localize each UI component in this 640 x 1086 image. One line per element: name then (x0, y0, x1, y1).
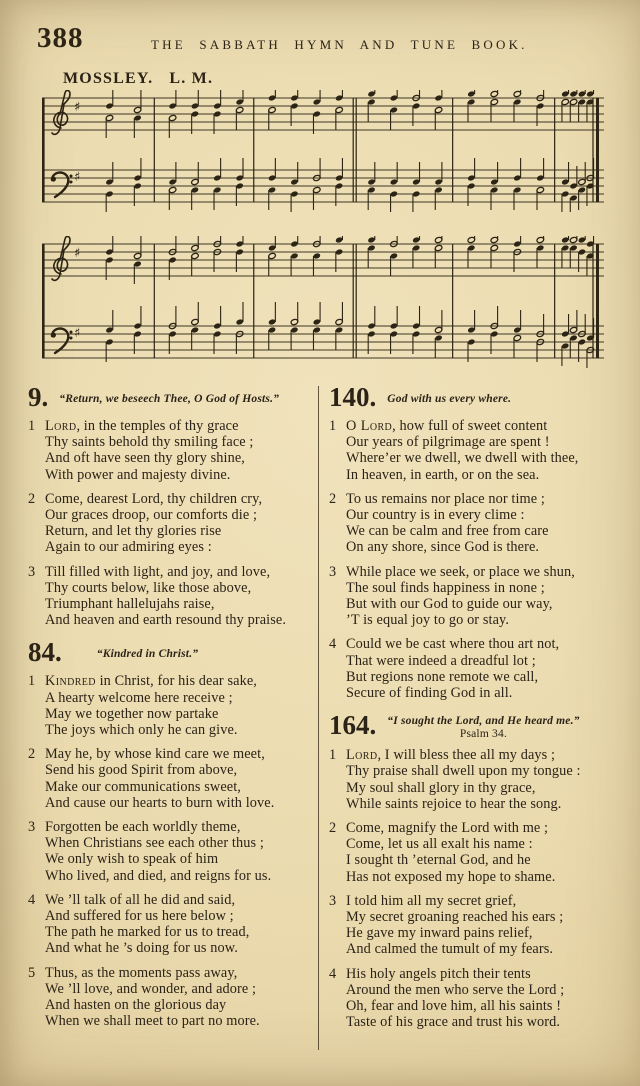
treble-clef-icon (52, 90, 70, 134)
sharp-sign: ♯ (74, 246, 81, 261)
verse (329, 747, 614, 812)
verse-line: Send his good Spirit from above, (45, 762, 238, 779)
verse-lines (45, 819, 313, 884)
verse (329, 966, 614, 1031)
verse-number: 2 (28, 490, 36, 507)
page-number: 388 (37, 22, 84, 54)
hymn-heading (329, 384, 614, 411)
verse-line: Again to our admiring eyes : (45, 539, 212, 556)
hymn-heading (329, 712, 614, 740)
verse-line: May he, by whose kind care we meet, (45, 746, 265, 763)
verse-line: Our years of pilgrimage are spent ! (346, 434, 550, 451)
hymn-number: 9. (28, 382, 49, 412)
verse-number: 1 (28, 418, 36, 434)
verse-line: And cause our hearts to burn with love. (45, 794, 275, 811)
verse-lines (45, 491, 313, 556)
hymn-heading (28, 384, 313, 411)
treble-clef-icon (52, 236, 70, 280)
hymn-quote (97, 639, 198, 660)
verse-line: I sought th ’eternal God, and he (346, 852, 531, 869)
verse-number: 4 (28, 891, 36, 908)
verse-line: Thy saints behold thy smiling face ; (45, 434, 254, 451)
verse-number: 4 (329, 965, 337, 982)
hymn-column-right (329, 384, 614, 1042)
bass-clef-icon (51, 173, 73, 197)
verse-line: I told him all my secret grief, (346, 892, 517, 909)
verse-line: We only wish to speak of him (45, 851, 219, 868)
verse-lines (346, 564, 614, 629)
verse-line: We can be calm and free from care (346, 523, 549, 540)
hymn-quote (387, 712, 579, 740)
verse-line: Taste of his grace and trust his word. (346, 1014, 561, 1031)
verse-line: Lord, I will bless thee all my days ; (346, 747, 556, 764)
verse-line: Thy courts below, like those above, (45, 579, 252, 596)
verse-line: And what he ’s doing for us now. (45, 940, 238, 957)
verse-line: Make our communications sweet, (45, 778, 241, 795)
verse-line: Could we be cast where thou art not, (346, 636, 560, 653)
hymn-number: 84. (28, 637, 62, 668)
sharp-sign: ♯ (74, 326, 81, 341)
hymn-quote-text: “I sought the Lord, and He heard me.” (387, 715, 580, 728)
verse-lines (346, 636, 614, 701)
hymn-quote (59, 384, 279, 405)
smallcaps-lead: Kindred (45, 673, 96, 690)
verse (28, 418, 313, 483)
bass-clef-icon (51, 329, 73, 353)
verse-line: We ’ll talk of all he did and said, (45, 891, 236, 908)
verse-line: While saints rejoice to hear the song. (346, 795, 562, 812)
verse-line: Till filled with light, and joy, and love, (45, 563, 271, 580)
verse-line: While place we seek, or place we shun, (346, 563, 575, 580)
verse-line: A hearty welcome here receive ; (45, 689, 233, 706)
verse-number: 4 (329, 636, 337, 653)
hymn-block (28, 384, 313, 628)
verse-lines (45, 564, 313, 629)
verse (28, 564, 313, 629)
hymn-quote-text: “Return, we beseech Thee, O God of Hosts.” (59, 393, 280, 405)
verse-line: The joys which only he can give. (45, 722, 238, 739)
verse-lines (346, 418, 614, 483)
verse-lines (45, 418, 313, 483)
verse-line: May we together now partake (45, 705, 219, 722)
verse-line: When we shall meet to part no more. (45, 1013, 260, 1030)
verse-line: Has not exposed my hope to shame. (346, 868, 556, 885)
verse-line: But regions none remote we call, (346, 668, 539, 685)
verse (329, 418, 614, 483)
verse-line: Where’er we dwell, we dwell with thee, (346, 450, 579, 467)
verse (329, 893, 614, 958)
verse-line: And calmed the tumult of my fears. (346, 941, 554, 958)
verse-number: 5 (28, 964, 36, 981)
hymn-block (28, 639, 313, 1029)
verse-line: Thus, as the moments pass away, (45, 964, 238, 981)
verse-number: 2 (28, 746, 36, 763)
verse-lines (45, 746, 313, 811)
verse (28, 491, 313, 556)
verse-line: When Christians see each other thus ; (45, 835, 264, 852)
verse (329, 491, 614, 556)
verse-line: That were indeed a dreadful lot ; (346, 652, 536, 669)
verse-line: Come, magnify the Lord with me ; (346, 820, 549, 837)
verse-line: We ’ll love, and wonder, and adore ; (45, 980, 257, 997)
verse-line: In heaven, in earth, or on the sea. (346, 466, 540, 483)
verse (28, 819, 313, 884)
verse-number: 1 (28, 673, 36, 690)
verse-number: 3 (329, 892, 337, 909)
verse-line: Come, let us all exalt his name : (346, 836, 533, 853)
verse-line: Secure of finding God in all. (346, 685, 513, 702)
verse-lines (45, 892, 313, 957)
verse-line: Oh, fear and love him, all his saints ! (346, 998, 562, 1015)
verse-line: The soul finds happiness in none ; (346, 579, 545, 596)
hymn-quote (387, 384, 511, 405)
verse-number: 1 (329, 418, 337, 434)
verse-number: 3 (28, 563, 36, 580)
smallcaps-lead: O Lord (346, 418, 393, 434)
hymn-block (329, 712, 614, 1030)
hymn-quote-source: Psalm 34. (459, 728, 508, 741)
verse-line: And hasten on the glorious day (45, 997, 227, 1014)
verse (28, 746, 313, 811)
tune-title (63, 70, 213, 88)
verse-line: ’T is equal joy to go or stay. (346, 612, 510, 629)
verse-line: To us remains nor place nor time ; (346, 490, 545, 507)
hymn-number: 164. (329, 710, 377, 741)
tune-name: MOSSLEY. (63, 70, 154, 87)
verse-line: Kindred in Christ, for his dear sake, (45, 673, 257, 690)
verse-line: Lord, in the temples of thy grace (45, 418, 239, 434)
verse-number: 2 (329, 820, 337, 837)
smallcaps-lead: Lord (346, 747, 378, 764)
verse-line: O Lord, how full of sweet content (346, 418, 548, 434)
verse-line: My soul shall glory in thy grace, (346, 779, 536, 796)
hymn-block (329, 384, 614, 701)
sharp-sign: ♯ (74, 170, 81, 185)
verse (329, 564, 614, 629)
verse-line: Our graces droop, our comforts die ; (45, 507, 258, 524)
sharp-sign: ♯ (74, 100, 81, 115)
verse-line: He gave my inward pains relief, (346, 925, 533, 942)
verse-line: But with our God to guide our way, (346, 596, 553, 613)
tune-meter: L. M. (169, 70, 214, 87)
verse-lines (346, 747, 614, 812)
verse-line: With power and majesty divine. (45, 466, 231, 483)
smallcaps-lead: Lord (45, 418, 77, 434)
verse-lines (346, 893, 614, 958)
verse-line: Thy praise shall dwell upon my tongue : (346, 763, 581, 780)
verse-lines (45, 673, 313, 738)
verse-line: Come, dearest Lord, thy children cry, (45, 490, 263, 507)
hymn-quote-text: “Kindred in Christ.” (96, 648, 199, 661)
verse-line: And oft have seen thy glory shine, (45, 450, 245, 467)
verse-number: 1 (329, 747, 337, 764)
verse (28, 673, 313, 738)
hymn-column-left (28, 384, 313, 1041)
verse (329, 636, 614, 701)
verse-number: 2 (329, 490, 337, 507)
hymn-quote-text: God with us every where. (387, 393, 512, 405)
verse-lines (346, 491, 614, 556)
verse-lines (346, 820, 614, 885)
verse-line: Forgotten be each worldly theme, (45, 819, 241, 836)
verse-line: His holy angels pitch their tents (346, 965, 531, 982)
verse-lines (45, 965, 313, 1030)
verse-number: 3 (28, 819, 36, 836)
music-system-2 (30, 236, 608, 368)
verse-line: And suffered for us here below ; (45, 908, 234, 925)
verse-number: 3 (329, 563, 337, 580)
verse-line: Triumphant hallelujahs raise, (45, 596, 215, 613)
verse-line: On any shore, since God is there. (346, 539, 540, 556)
verse-line: Return, and let thy glories rise (45, 523, 222, 540)
verse-line: Who lived, and died, and reigns for us. (45, 867, 272, 884)
verse (28, 965, 313, 1030)
verse-line: Our country is in every clime : (346, 507, 525, 524)
column-divider (318, 386, 319, 1050)
hymn-heading (28, 639, 313, 666)
verse (28, 892, 313, 957)
verse-line: Around the men who serve the Lord ; (346, 981, 565, 998)
running-title: THE SABBATH HYMN AND TUNE BOOK. (151, 37, 528, 52)
verse-line: The path he marked for us to tread, (45, 924, 250, 941)
music-system-1 (30, 90, 608, 212)
hymn-number: 140. (329, 382, 377, 412)
verse-line: My secret groaning reached his ears ; (346, 909, 564, 926)
verse-line: And heaven and earth resound thy praise. (45, 612, 287, 629)
verse-lines (346, 966, 614, 1031)
verse (329, 820, 614, 885)
